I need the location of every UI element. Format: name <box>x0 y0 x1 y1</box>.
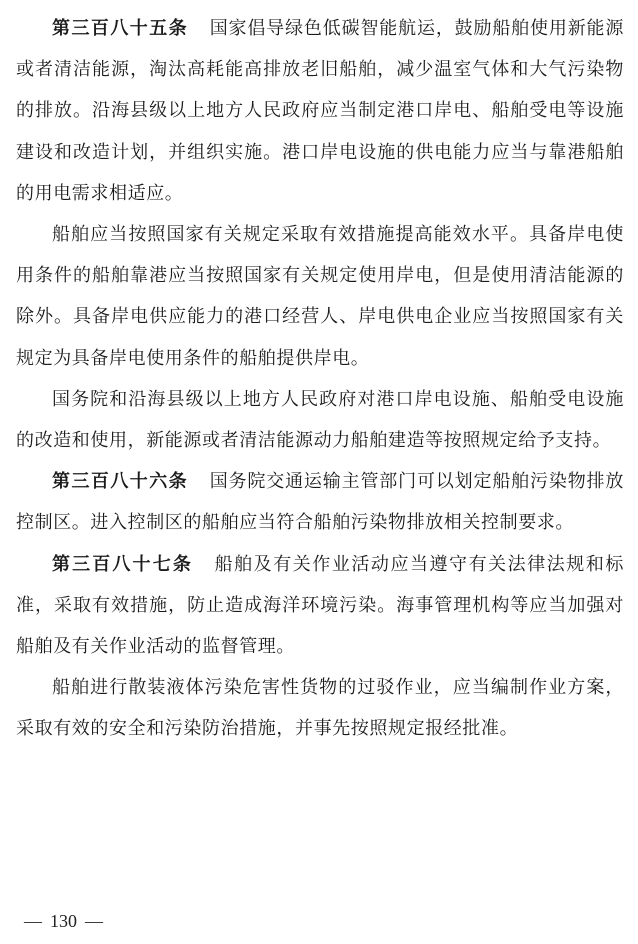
paragraph-text: 国家倡导绿色低碳智能航运，鼓励船舶使用新能源或者清洁能源，淘汰高耗能高排放老旧船舶，减少温室气体和大气污染物的排放。沿海县级以上地方人民政府应当制定港口岸电、船舶受电等设施建设和改造计划，并组织实施。港口岸电设施的供电能力应当与靠港船舶的用电需求相适应。 <box>16 18 624 204</box>
page-footer <box>16 910 111 932</box>
paragraph-text: 船舶应当按照国家有关规定采取有效措施提高能效水平。具备岸电使用条件的船舶靠港应当按照国家有关规定使用岸电，但是使用清洁能源的除外。具备岸电供应能力的港口经营人、岸电供电企业应当按照国家有关规定为具备岸电使用条件的船舶提供岸电。 <box>16 224 624 369</box>
paragraph-article-386 <box>16 461 624 543</box>
document-page <box>16 8 624 750</box>
paragraph-lightering <box>16 667 624 749</box>
article-number: 第三百八十六条 <box>52 471 189 493</box>
paragraph-text: 船舶及有关作业活动应当遵守有关法律法规和标准，采取有效措施，防止造成海洋环境污染。海事管理机构等应当加强对船舶及有关作业活动的监督管理。 <box>16 553 624 658</box>
paragraph-text: 船舶进行散装液体污染危害性货物的过驳作业，应当编制作业方案，采取有效的安全和污染防治措施，并事先按照规定报经批准。 <box>16 677 624 740</box>
paragraph-article-387 <box>16 544 624 668</box>
paragraph-article-385 <box>16 8 624 214</box>
paragraph-shore-power <box>16 214 624 379</box>
article-number: 第三百八十七条 <box>52 553 193 575</box>
paragraph-text: 国务院交通运输主管部门可以划定船舶污染物排放控制区。进入控制区的船舶应当符合船舶污染物排放相关控制要求。 <box>16 471 624 534</box>
footer-dash-left: — <box>24 911 42 931</box>
footer-dash-right: — <box>85 911 103 931</box>
paragraph-government-support <box>16 379 624 461</box>
article-number: 第三百八十五条 <box>52 18 189 39</box>
paragraph-text: 国务院和沿海县级以上地方人民政府对港口岸电设施、船舶受电设施的改造和使用，新能源或者清洁能源动力船舶建造等按照规定给予支持。 <box>16 388 624 452</box>
page-number: 130 <box>50 911 77 931</box>
